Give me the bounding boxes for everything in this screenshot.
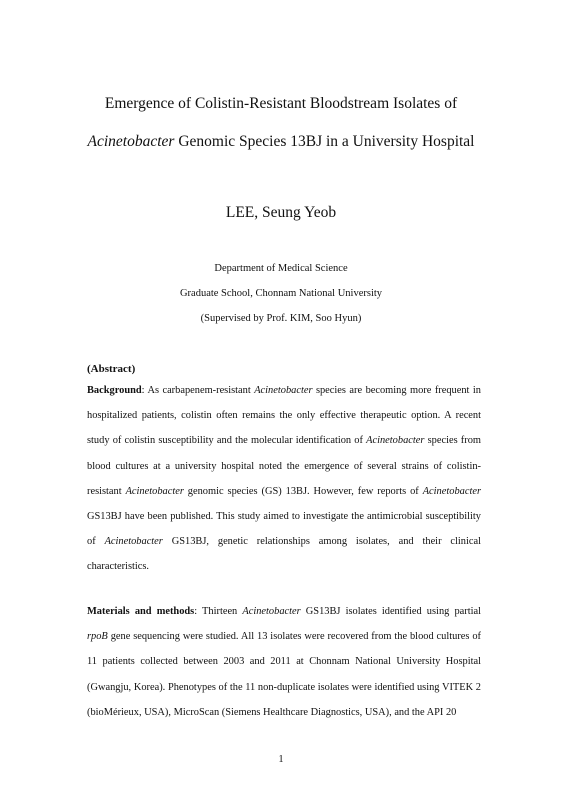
- bg-italic-3: Acinetobacter: [125, 485, 184, 497]
- background-label: Background: [87, 385, 142, 396]
- bg-text-3: species from blood cultures at a university hospital noted the emergence of several strains of colistin-resistant: [87, 435, 481, 497]
- title-genus: Acinetobacter: [87, 133, 175, 150]
- bg-text-2: species are becoming more frequent in hospitalized patients, colistin often remains the only effective therapeutic option. A recent study of colistin susceptibility and the molecular identification of: [87, 385, 481, 447]
- abstract-heading: (Abstract): [87, 363, 136, 375]
- mm-italic-1: Acinetobacter: [242, 606, 301, 617]
- bg-text-1: : As carbapenem-resistant: [141, 385, 255, 396]
- mm-text-2: GS13BJ isolates identified using partial: [300, 606, 481, 617]
- mm-text-3: gene sequencing were studied. All 13 isolates were recovered from the blood cultures of 11 patients collected between 2003 and 2011 at Chonnam National University Hospital (Gwangju, Korea). Phenotypes of the 11 non-duplicate isolates were identified using VITEK 2 (bioMérieux, USA), MicroScan (Siemens Healthcare Diagnostics, USA), and the API 20: [87, 631, 481, 718]
- bg-text-6: GS13BJ, genetic relationships among isolates, and their clinical characteristics.: [87, 536, 481, 573]
- affiliation-supervisor: (Supervised by Prof. KIM, Soo Hyun): [200, 313, 362, 324]
- bg-italic-1: Acinetobacter: [254, 385, 313, 396]
- title-line-1: Emergence of Colistin-Resistant Bloodstream Isolates of: [104, 95, 458, 112]
- bg-text-4: genomic species (GS) 13BJ. However, few reports of: [183, 485, 423, 497]
- methods-paragraph: [87, 599, 481, 725]
- mm-text-1: : Thirteen: [194, 606, 243, 617]
- background-paragraph: [87, 378, 481, 580]
- bg-italic-4: Acinetobacter: [422, 485, 481, 497]
- methods-label: Materials and methods: [87, 606, 195, 617]
- affiliation-department: Department of Medical Science: [214, 263, 348, 274]
- mm-italic-2: rpoB: [87, 631, 108, 643]
- affiliation-school: Graduate School, Chonnam National University: [179, 288, 383, 299]
- title-line-2: [0, 132, 562, 152]
- bg-italic-5: Acinetobacter: [104, 536, 163, 548]
- page-number: 1: [278, 754, 284, 765]
- title-line-2-rest: Genomic Species 13BJ in a University Hospital: [174, 133, 475, 150]
- author-name: LEE, Seung Yeob: [225, 204, 337, 221]
- bg-text-5: GS13BJ have been published. This study aimed to investigate the antimicrobial susceptibility of: [87, 511, 481, 548]
- bg-italic-2: Acinetobacter: [366, 435, 425, 447]
